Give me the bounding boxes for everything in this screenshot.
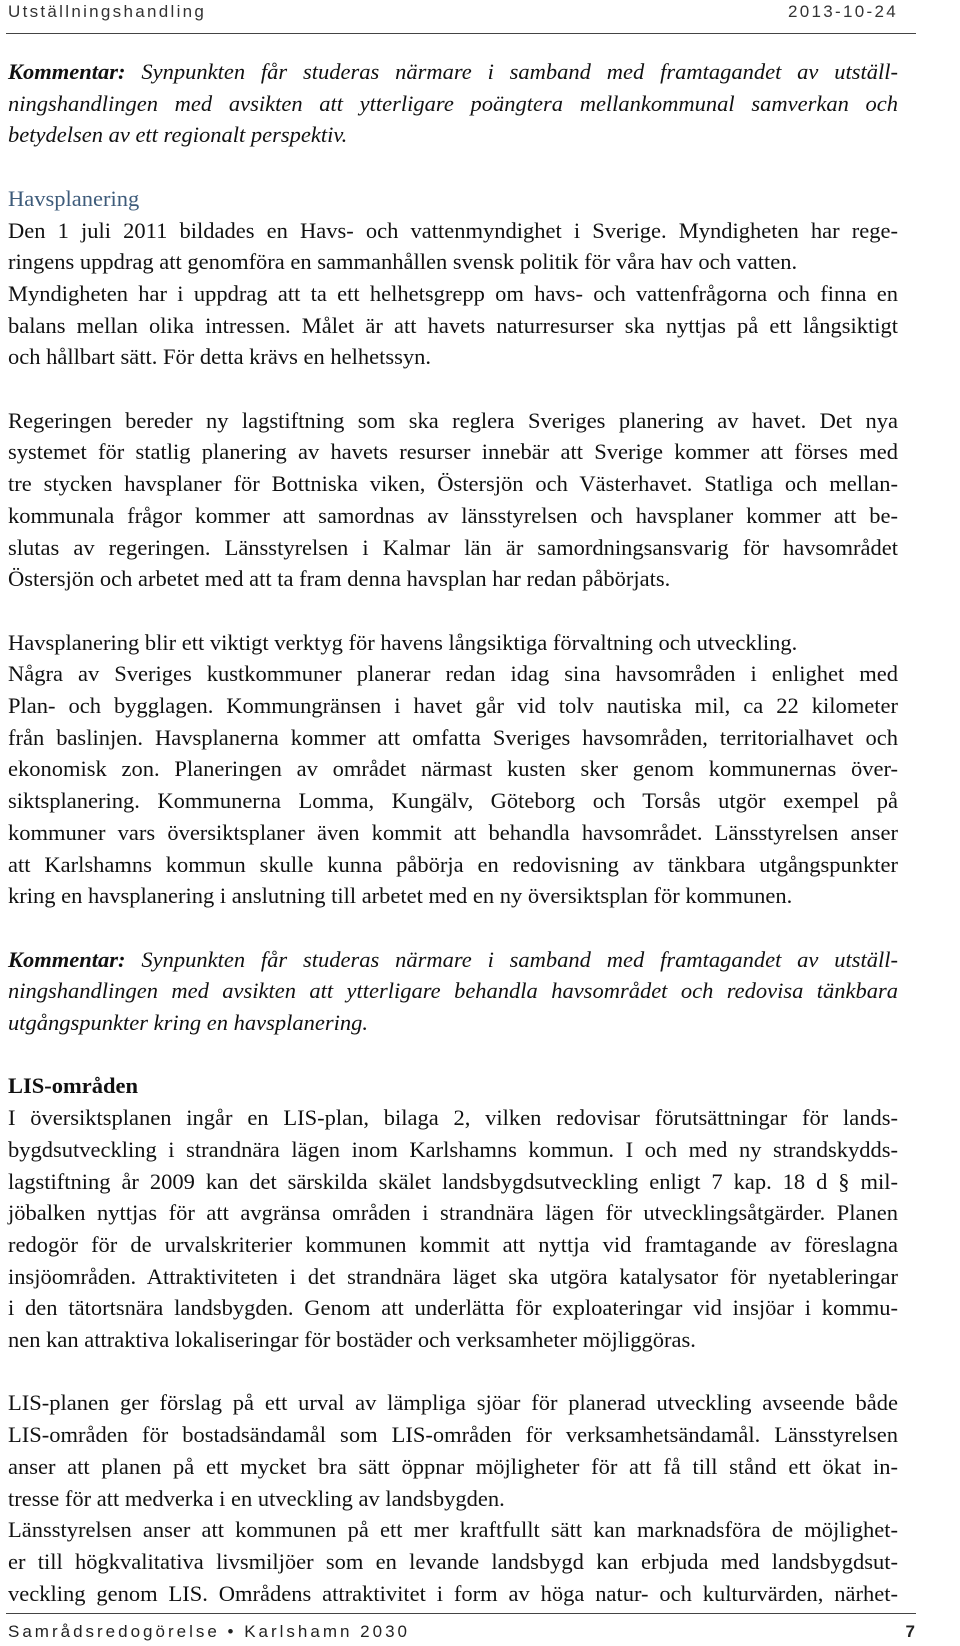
paragraph-spacing <box>8 1356 898 1388</box>
paragraph-spacing <box>8 912 898 944</box>
text-line: att Karlshamns kommun skulle kunna påbörja en redovisning av tänkbara utgångspunkter <box>8 851 898 877</box>
paragraph-helhetsgrepp <box>8 278 898 373</box>
text-line: LIS-områden för bostadsändamål som LIS-områden för verksamhetsändamål. Länsstyrelsen <box>8 1422 898 1448</box>
text-line <box>8 944 898 976</box>
document-type: Utställningshandling <box>8 2 207 21</box>
comment-regionalt-perspektiv <box>8 56 898 151</box>
text-line: tresse för att medverka i en utveckling av landsbygden. <box>8 1485 505 1511</box>
text-line: kommunala frågor kommer att samordnas av länsstyrelsen och havsplaner kommer att be- <box>8 502 898 528</box>
page-number: 7 <box>905 1622 915 1641</box>
text-line: slutas av regeringen. Länsstyrelsen i Kalmar län är samordningsansvarig för havsområdet <box>8 534 898 560</box>
text-line: insjöområden. Attraktiviteten i det strandnära läget ska utgöra katalysator för nyetableringar <box>8 1263 898 1289</box>
paragraph-havsplanering-verktyg <box>8 627 898 659</box>
text-line: lagstiftning år 2009 kan det särskilda skälet landsbygdsutveckling enligt 7 kap. 18 d § mil- <box>8 1168 898 1194</box>
text-line: Myndigheten har i uppdrag att ta ett helhetsgrepp om havs- och vattenfrågorna och finna en <box>8 280 898 306</box>
text-line: Länsstyrelsen anser att kommunen på ett mer kraftfullt sätt kan marknadsföra de möjlighet- <box>8 1517 898 1543</box>
text-line: i den tätortsnära landsbygden. Genom att underlätta för exploateringar vid insjöar i kommu- <box>8 1295 898 1321</box>
paragraph-kustkommuner <box>8 658 898 912</box>
text-line: jöbalken nyttjas för att avgränsa områden i strandnära lägen för utvecklingsåtgärder. Planen <box>8 1200 898 1226</box>
text-line: systemet för statlig planering av havets resurser innebär att Sverige kommer att förses med <box>8 439 898 465</box>
text-line: anser att planen på ett mycket bra sätt öppnar möjligheter för att få till stånd ett ökat in- <box>8 1453 898 1479</box>
running-footer <box>8 1620 915 1644</box>
text-line: ningshandlingen med avsikten att ytterligare behandla havsområdet och redovisa tänkbara <box>8 978 898 1004</box>
text-line: kommuner vars översiktsplaner även kommit att behandla havsområdet. Länsstyrelsen anser <box>8 819 898 845</box>
running-header <box>8 0 898 24</box>
document-body <box>8 56 898 1609</box>
text-line: siktsplanering. Kommunerna Lomma, Kungälv, Göteborg och Torsås utgör exempel på <box>8 788 898 814</box>
text-line: ningshandlingen med avsikten att ytterligare poängtera mellankommunal samverkan och <box>8 90 898 116</box>
footer-document-title: Samrådsredogörelse • Karlshamn 2030 <box>8 1622 411 1641</box>
comment-text: Synpunkten får studeras närmare i samband med framtagandet av utställ- <box>141 946 898 972</box>
paragraph-spacing <box>8 595 898 627</box>
text-line: er till högkvalitativa livsmiljöer som en levande landsbygd kan erbjuda med landsbygdsut- <box>8 1548 898 1574</box>
heading-lis-omraden: LIS-områden <box>8 1073 139 1099</box>
footer-divider <box>6 1613 916 1614</box>
text-line: ekonomisk zon. Planeringen av området närmast kusten sker genom kommunernas över- <box>8 756 898 782</box>
text-line: betydelsen av ett regionalt perspektiv. <box>8 122 348 148</box>
text-line: Havsplanering blir ett viktigt verktyg för havens långsiktiga förvaltning och utveckling. <box>8 629 798 655</box>
text-line: från baslinjen. Havsplanerna kommer att omfatta Sveriges havsområden, territorialhavet och <box>8 724 898 750</box>
paragraph-marknadsfora-lis <box>8 1514 898 1609</box>
text-line: nen kan attraktiva lokaliseringar för bostäder och verksamheter möjliggöras. <box>8 1327 696 1353</box>
text-line: ringens uppdrag att genomföra en sammanhållen svensk politik för våra hav och vatten. <box>8 249 798 275</box>
text-line: kring en havsplanering i anslutning till arbetet med en ny översiktsplan för kommunen. <box>8 883 793 909</box>
text-line: Östersjön och arbetet med att ta fram denna havsplan har redan påbörjats. <box>8 566 671 592</box>
heading-havsplanering: Havsplanering <box>8 185 140 211</box>
text-line: balans mellan olika intressen. Målet är att havets naturresurser ska nyttjas på ett långsiktigt <box>8 312 898 338</box>
text-line: Den 1 juli 2011 bildades en Havs- och vattenmyndighet i Sverige. Myndigheten har rege- <box>8 217 898 243</box>
comment-label: Kommentar: <box>8 59 126 84</box>
text-line: tre stycken havsplaner för Bottniska viken, Östersjön och Västerhavet. Statliga och mellan- <box>8 471 898 497</box>
text-line: utgångspunkter kring en havsplanering. <box>8 1010 368 1036</box>
paragraph-spacing <box>8 373 898 405</box>
paragraph-spacing <box>8 151 898 183</box>
paragraph-lis-plan <box>8 1102 898 1356</box>
text-line: bygdsutveckling i strandnära lägen inom Karlshamns kommun. I och med ny strandskydds- <box>8 1136 898 1162</box>
paragraph-havs-och-vattenmyndighet <box>8 215 898 278</box>
text-line <box>8 56 898 88</box>
text-line: och hållbart sätt. För detta krävs en helhetssyn. <box>8 344 432 370</box>
paragraph-lis-forslag <box>8 1387 898 1514</box>
text-line: Plan- och bygglagen. Kommungränsen i havet går vid tolv nautiska mil, ca 22 kilometer <box>8 693 898 719</box>
text-line: Några av Sveriges kustkommuner planerar redan idag sina havsområden i enlighet med <box>8 661 898 687</box>
comment-text: Synpunkten får studeras närmare i samband med framtagandet av utställ- <box>141 59 898 84</box>
comment-label: Kommentar: <box>8 946 126 972</box>
comment-havsplanering <box>8 944 898 1039</box>
text-line: redogör för de urvalskriterier kommunen kommit att nyttja vid framtagande av föreslagna <box>8 1231 898 1257</box>
document-date: 2013-10-24 <box>788 2 898 21</box>
header-divider <box>6 33 916 34</box>
text-line: I översiktsplanen ingår en LIS-plan, bilaga 2, vilken redovisar förutsättningar för lands- <box>8 1105 898 1131</box>
text-line: Regeringen bereder ny lagstiftning som ska reglera Sveriges planering av havet. Det nya <box>8 407 898 433</box>
paragraph-regeringen-lagstiftning <box>8 405 898 595</box>
text-line: veckling genom LIS. Områdens attraktivitet i form av höga natur- och kulturvärden, närhet- <box>8 1580 898 1606</box>
paragraph-spacing <box>8 1039 898 1071</box>
text-line: LIS-planen ger förslag på ett urval av lämpliga sjöar för planerad utveckling avseende både <box>8 1390 898 1416</box>
